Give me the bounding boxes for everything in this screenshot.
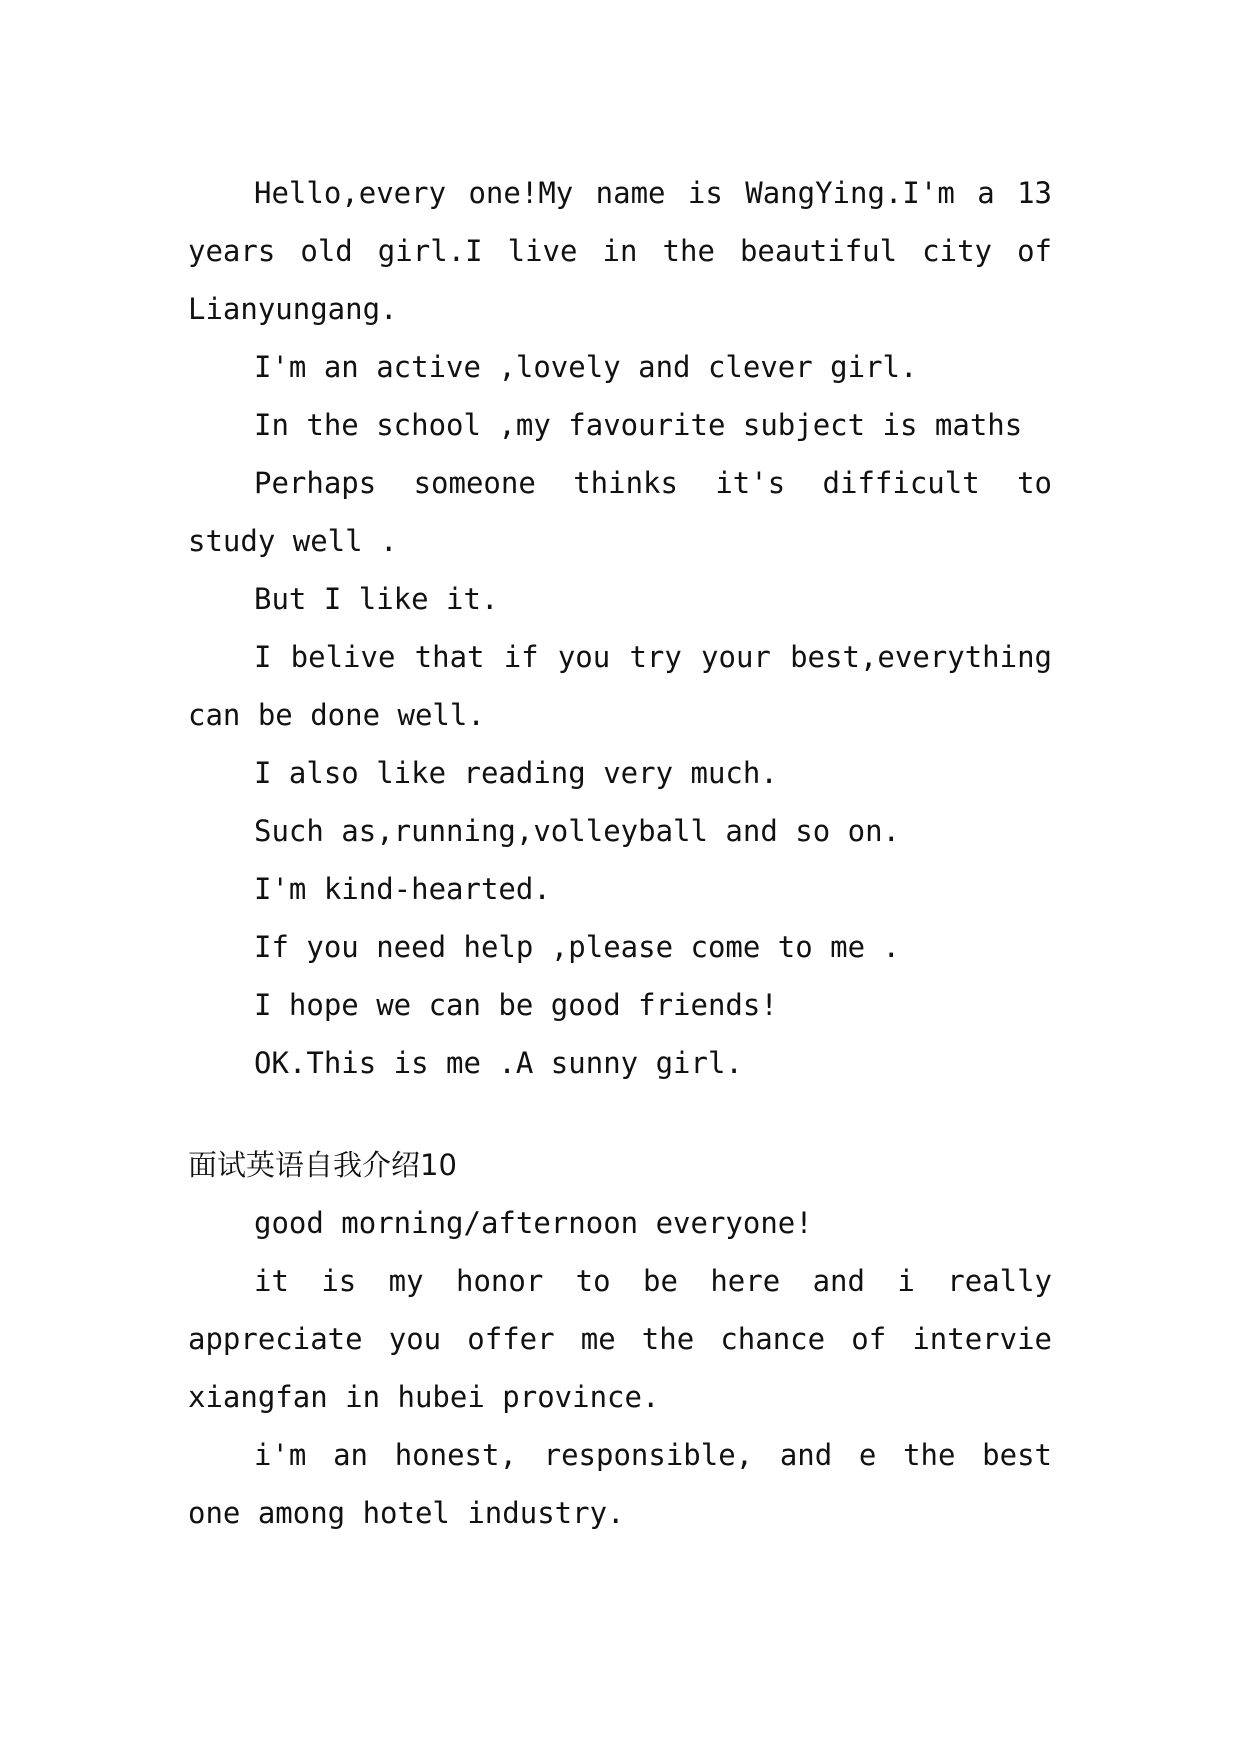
paragraph-kind-hearted: I'm kind-hearted. <box>254 872 551 906</box>
paragraph-belive: I belive that if you try your best,everything can be done well. <box>188 640 1052 732</box>
paragraph-like-it: But I like it. <box>254 582 499 616</box>
document-body <box>188 164 1052 1542</box>
paragraph-perhaps: Perhaps someone thinks it's difficult to study well . <box>188 466 1052 558</box>
paragraph-greeting: good morning/afternoon everyone! <box>254 1206 813 1240</box>
paragraph-reading: I also like reading very much. <box>254 756 778 790</box>
paragraph-sunny-girl: OK.This is me .A sunny girl. <box>254 1046 743 1080</box>
paragraph-good-friends: I hope we can be good friends! <box>254 988 778 1022</box>
paragraph-honest: i'm an honest, responsible, and e the best one among hotel industry. <box>188 1438 1052 1530</box>
paragraph-honor: it is my honor to be here and i really appreciate you offer me the chance of intervie xiangfan in hubei province. <box>188 1264 1052 1414</box>
paragraph-need-help: If you need help ,please come to me . <box>254 930 901 964</box>
paragraph-intro: Hello,every one!My name is WangYing.I'm a 13 years old girl.I live in the beautiful city of Lianyungang. <box>188 176 1052 326</box>
paragraph-school: In the school ,my favourite subject is maths <box>254 408 1023 442</box>
paragraph-active: I'm an active ,lovely and clever girl. <box>254 350 918 384</box>
paragraph-such-as: Such as,running,volleyball and so on. <box>254 814 901 848</box>
section-heading: 面试英语自我介绍10 <box>188 1148 457 1182</box>
